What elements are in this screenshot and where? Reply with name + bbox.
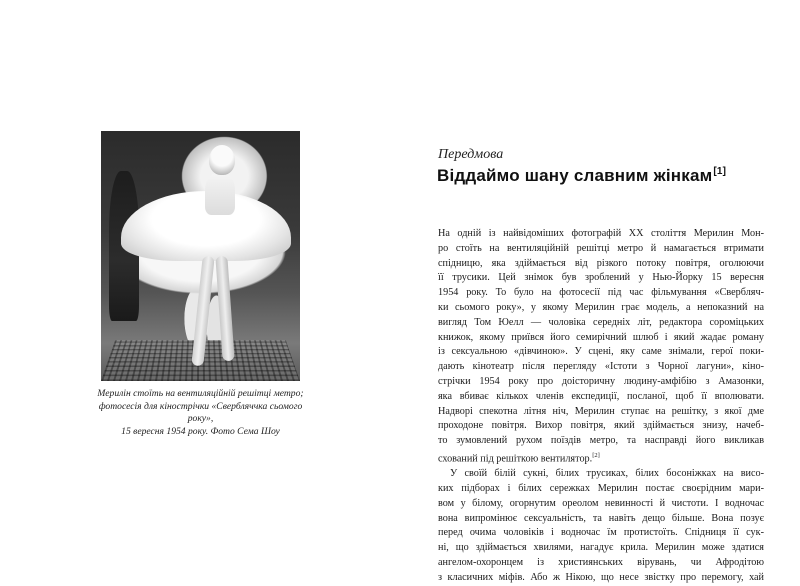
body-line: книжок, якому приївся його семирічний шлюб і який жадає роману xyxy=(438,331,764,343)
body-line: ні, що здіймається хвилями, нагадує крила. Мерилин може здатися xyxy=(438,542,764,554)
body-line: перед очима чоловіків і водночас їм протистоїть. Спідниця її сук- xyxy=(438,527,764,539)
body-line: ро стоїть на вентиляційній решітці метро й намагається втримати xyxy=(438,242,764,254)
body-line: дають кінотеатр після перегляду «Істоти з Чорної лагуни», кіно- xyxy=(438,361,764,373)
body-line: Надворі спекотна літня ніч, Мерилин ступає на решітку, з якої дме xyxy=(438,405,764,417)
body-line: 1954 року. То було на фотосесії під час фільмування «Свербляч- xyxy=(438,287,764,299)
photo-torso-shape xyxy=(205,173,235,215)
body-line: стрічки 1954 року про доісторичну людину-амфібію з Амазонки, xyxy=(438,375,764,387)
body-line: ких підборах і білих сережках Мерилин постає своєрідним мари- xyxy=(438,482,764,494)
body-line: з класичних міфів. Або ж Нікою, що несе звістку про перемогу, хай xyxy=(438,571,764,583)
marilyn-photo xyxy=(101,131,300,381)
photo-caption xyxy=(92,388,309,438)
body-line: проходоне повітря. Вихор повітря, який здіймається знизу, начеб- xyxy=(438,420,764,432)
body-line: вигляд Том Юелл — чоловіка середніх літ, редактора сороміцьких xyxy=(438,316,764,328)
body-line: ки сьомого року», у якому Мерилин грає модель, а непоказний на xyxy=(438,301,764,313)
footnote-ref-2[interactable]: [2] xyxy=(592,451,600,459)
caption-line: 15 вересня 1954 року. Фото Сема Шоу xyxy=(121,425,280,437)
section-label: Передмова xyxy=(438,147,504,162)
body-line xyxy=(438,449,764,467)
body-line: яка вбиває кількох членів експедиції, посланої, щоб її вполювати. xyxy=(438,390,764,402)
body-line: вона випромінює сексуальність, та навіть дещо більше. Вона позує xyxy=(438,512,764,524)
caption-line: Мерилін стоїть на вентиляційній решітці метро; xyxy=(97,388,304,399)
body-line: вом у білому, огорнутим ореолом невинності й чистоти. І водночас xyxy=(438,497,764,509)
chapter-title xyxy=(437,166,726,186)
caption-line: фотосесія для кінострічки «Свербляччка сьомого року», xyxy=(98,400,303,424)
body-line: У своїй білій сукні, білих трусиках, білих босоніжках на висо- xyxy=(450,468,764,480)
body-line: із сексуальною «дівчиною». У сцені, яку саме знімали, герої поки- xyxy=(438,346,764,358)
body-text xyxy=(438,227,764,586)
body-line: ангелом-охоронцем із християнських вірувань, чи Афродітою xyxy=(438,556,764,568)
body-line: то зумовлений рухом поїздів метро, та насправді його викликав xyxy=(438,435,764,447)
body-line-text: схований під решіткою вентилятор. xyxy=(438,453,593,465)
footnote-ref-1[interactable]: [1] xyxy=(713,166,727,178)
body-line: На одній із найвідоміших фотографій XX століття Мерилин Мон- xyxy=(438,228,764,239)
photo-head-shape xyxy=(209,145,235,175)
body-line: спідницю, яка здіймається від різкого потоку повітря, оголюючи xyxy=(438,257,764,269)
chapter-title-text: Віддаймо шану славним жінкам xyxy=(437,166,713,185)
body-line: її трусики. Цей знімок був зроблений у Нью-Йорку 15 вересня xyxy=(438,272,764,284)
